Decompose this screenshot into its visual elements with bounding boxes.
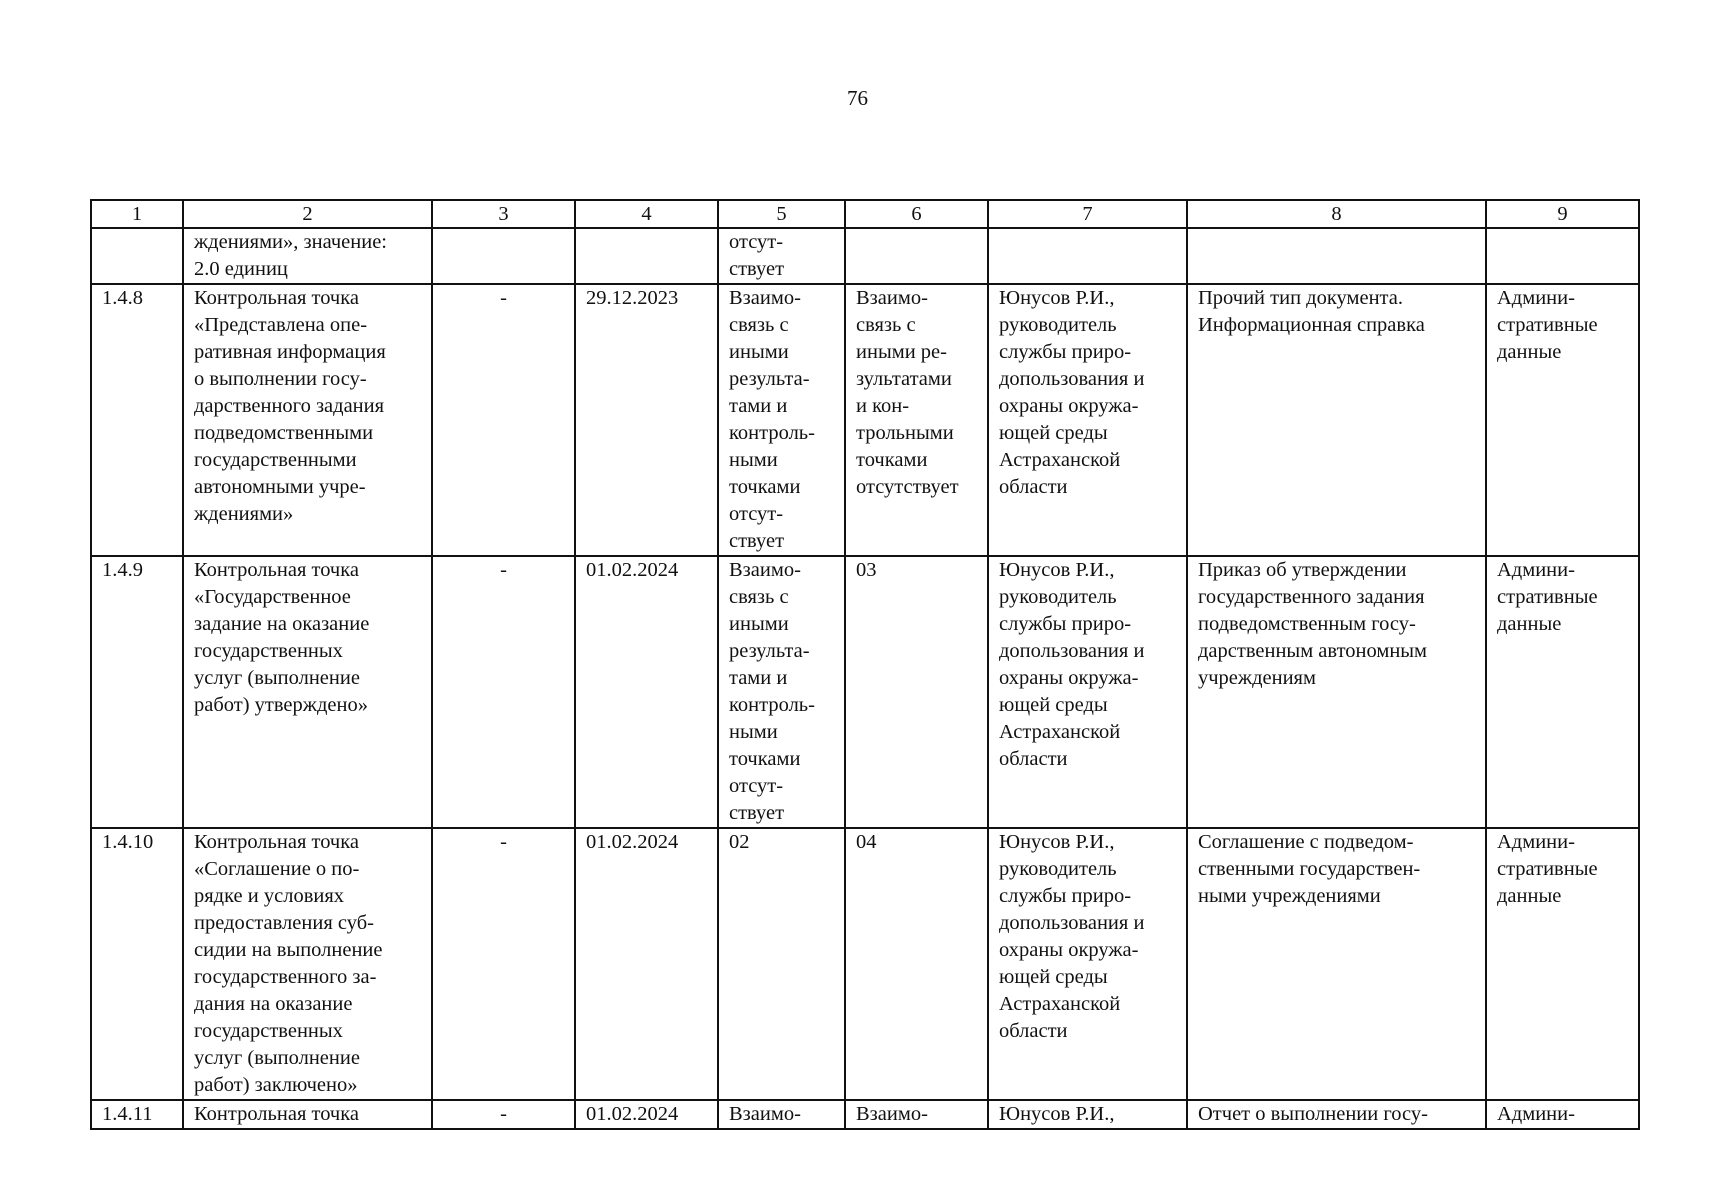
table-cell: Юнусов Р.И., руководитель службы приро- допользования и охраны окружа- ющей среды Астраханской области [988,828,1187,1100]
table-cell [432,228,575,284]
table-cell [575,228,718,284]
column-header: 8 [1187,200,1486,228]
table-cell: Админи- [1486,1100,1639,1129]
table-cell: 1.4.11 [91,1100,183,1129]
table-cell: Юнусов Р.И., [988,1100,1187,1129]
table-cell: 03 [845,556,988,828]
table-cell: Контрольная точка «Государственное задание на оказание государственных услуг (выполнение работ) утверждено» [183,556,432,828]
table-row [91,284,1639,556]
table-cell: 29.12.2023 [575,284,718,556]
column-header: 5 [718,200,845,228]
table-cell: Контрольная точка «Соглашение о по- рядке и условиях предоставления суб- сидии на выполнение государственного за- дания на оказание государственных услуг (выполнение работ) заключено» [183,828,432,1100]
table-cell: 01.02.2024 [575,828,718,1100]
table-row [91,828,1639,1100]
column-header: 6 [845,200,988,228]
table-cell: - [432,556,575,828]
table-cell: 02 [718,828,845,1100]
table-cell: 1.4.10 [91,828,183,1100]
table-cell: - [432,284,575,556]
column-header: 9 [1486,200,1639,228]
table-cell [988,228,1187,284]
table-cell: Взаимо- связь с иными результа- тами и контроль- ными точками отсут- ствует [718,556,845,828]
table-cell: Отчет о выполнении госу- [1187,1100,1486,1129]
page-number: 76 [847,86,868,110]
table-cell: - [432,1100,575,1129]
column-header: 4 [575,200,718,228]
table-cell: Взаимо- связь с иными результа- тами и контроль- ными точками отсут- ствует [718,284,845,556]
column-header: 7 [988,200,1187,228]
table-cell: Прочий тип документа. Информационная справка [1187,284,1486,556]
table-cell: Юнусов Р.И., руководитель службы приро- допользования и охраны окружа- ющей среды Астраханской области [988,284,1187,556]
table-cell: ждениями», значение: 2.0 единиц [183,228,432,284]
table-row [91,556,1639,828]
column-header: 1 [91,200,183,228]
column-header: 3 [432,200,575,228]
data-table [90,199,1640,1130]
table-cell: отсут- ствует [718,228,845,284]
table-row [91,1100,1639,1129]
table-cell: Админи- стративные данные [1486,556,1639,828]
table-cell [91,228,183,284]
table-cell: 01.02.2024 [575,1100,718,1129]
table-cell [1486,228,1639,284]
table-cell: - [432,828,575,1100]
table-cell [1187,228,1486,284]
column-header: 2 [183,200,432,228]
table-cell: Юнусов Р.И., руководитель службы приро- допользования и охраны окружа- ющей среды Астраханской области [988,556,1187,828]
table-cell [845,228,988,284]
table-cell: Контрольная точка [183,1100,432,1129]
table-cell: 1.4.9 [91,556,183,828]
header-row [91,200,1639,228]
table-cell: Взаимо- связь с иными ре- зультатами и кон- трольными точками отсутствует [845,284,988,556]
table-cell: Контрольная точка «Представлена опе- ративная информация о выполнении госу- дарственного задания подведомственными государственными автономными учре- ждениями» [183,284,432,556]
table-cell: Взаимо- [718,1100,845,1129]
table-cell: Взаимо- [845,1100,988,1129]
table-cell: Админи- стративные данные [1486,284,1639,556]
table-cell: 01.02.2024 [575,556,718,828]
table-cell: 1.4.8 [91,284,183,556]
table-cell: 04 [845,828,988,1100]
table-row [91,228,1639,284]
table-cell: Админи- стративные данные [1486,828,1639,1100]
table-cell: Приказ об утверждении государственного задания подведомственным госу- дарственным автономным учреждениям [1187,556,1486,828]
table-cell: Соглашение с подведом- ственными государствен- ными учреждениями [1187,828,1486,1100]
